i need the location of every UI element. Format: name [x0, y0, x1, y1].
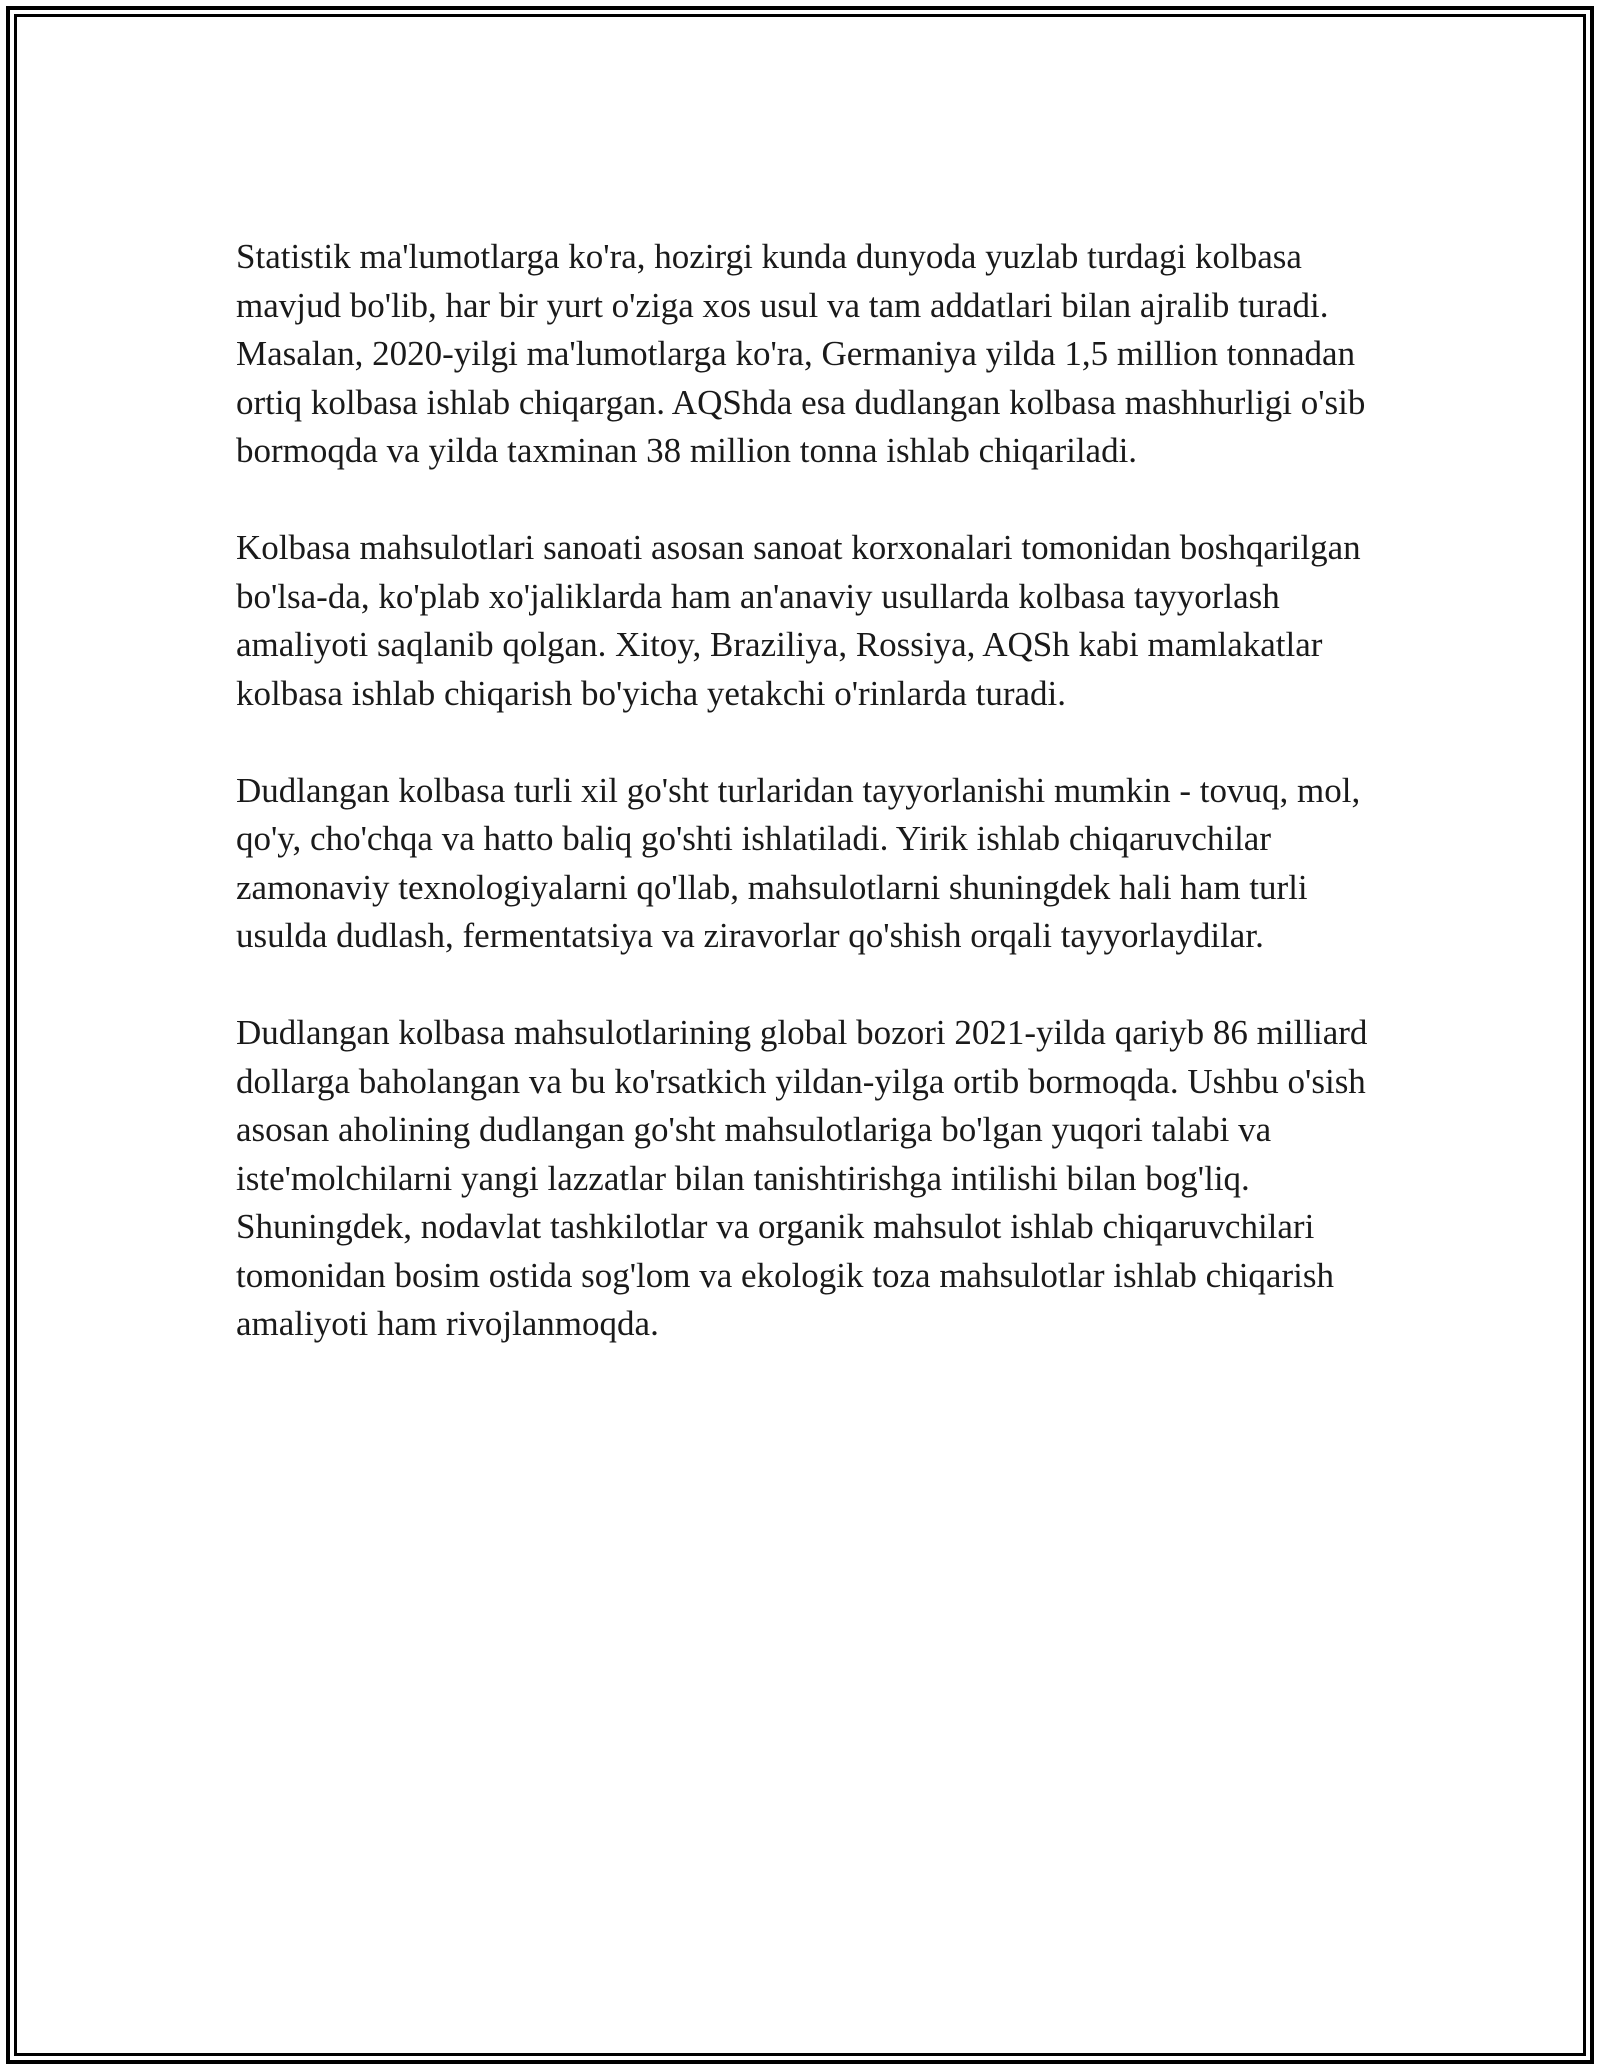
- paragraph-3: Dudlangan kolbasa turli xil go'sht turlaridan tayyorlanishi mumkin - tovuq, mol, qo'y, cho'chqa va hatto baliq go'shti ishlatiladi. Yirik ishlab chiqaruvchilar zamonaviy texnologiyalarni qo'llab, mahsulotlarni shuningdek hali ham turli usulda dudlash, fermentatsiya va ziravorlar qo'shish orqali tayyorlaydilar.: [236, 770, 1361, 955]
- document-body: [236, 233, 1386, 1397]
- paragraph-1: Statistik ma'lumotlarga ko'ra, hozirgi kunda dunyoda yuzlab turdagi kolbasa mavjud bo'lib, har bir yurt o'ziga xos usul va tam addatlari bilan ajralib turadi. Masalan, 2020-yilgi ma'lumotlarga ko'ra, Germaniya yilda 1,5 million tonnadan ortiq kolbasa ishlab chiqargan. AQShda esa dudlangan kolbasa mashhurligi o'sib bormoqda va yilda taxminan 38 million tonna ishlab chiqariladi.: [236, 237, 1366, 470]
- paragraph-4: Dudlangan kolbasa mahsulotlarining global bozori 2021-yilda qariyb 86 milliard dollarga baholangan va bu ko'rsatkich yildan-yilga ortib bormoqda. Ushbu o'sish asosan aholining dudlangan go'sht mahsulotlariga bo'lgan yuqori talabi va iste'molchilarni yangi lazzatlar bilan tanishtirishga intilishi bilan bog'liq. Shuningdek, nodavlat tashkilotlar va organik mahsulot ishlab chiqaruvchilari tomonidan bosim ostida sog'lom va ekologik toza mahsulotlar ishlab chiqarish amaliyoti ham rivojlanmoqda.: [236, 1013, 1368, 1343]
- paragraph-2: Kolbasa mahsulotlari sanoati asosan sanoat korxonalari tomonidan boshqarilgan bo'lsa-da, ko'plab xo'jaliklarda ham an'anaviy usullarda kolbasa tayyorlash amaliyoti saqlanib qolgan. Xitoy, Braziliya, Rossiya, AQSh kabi mamlakatlar kolbasa ishlab chiqarish bo'yicha yetakchi o'rinlarda turadi.: [236, 528, 1361, 713]
